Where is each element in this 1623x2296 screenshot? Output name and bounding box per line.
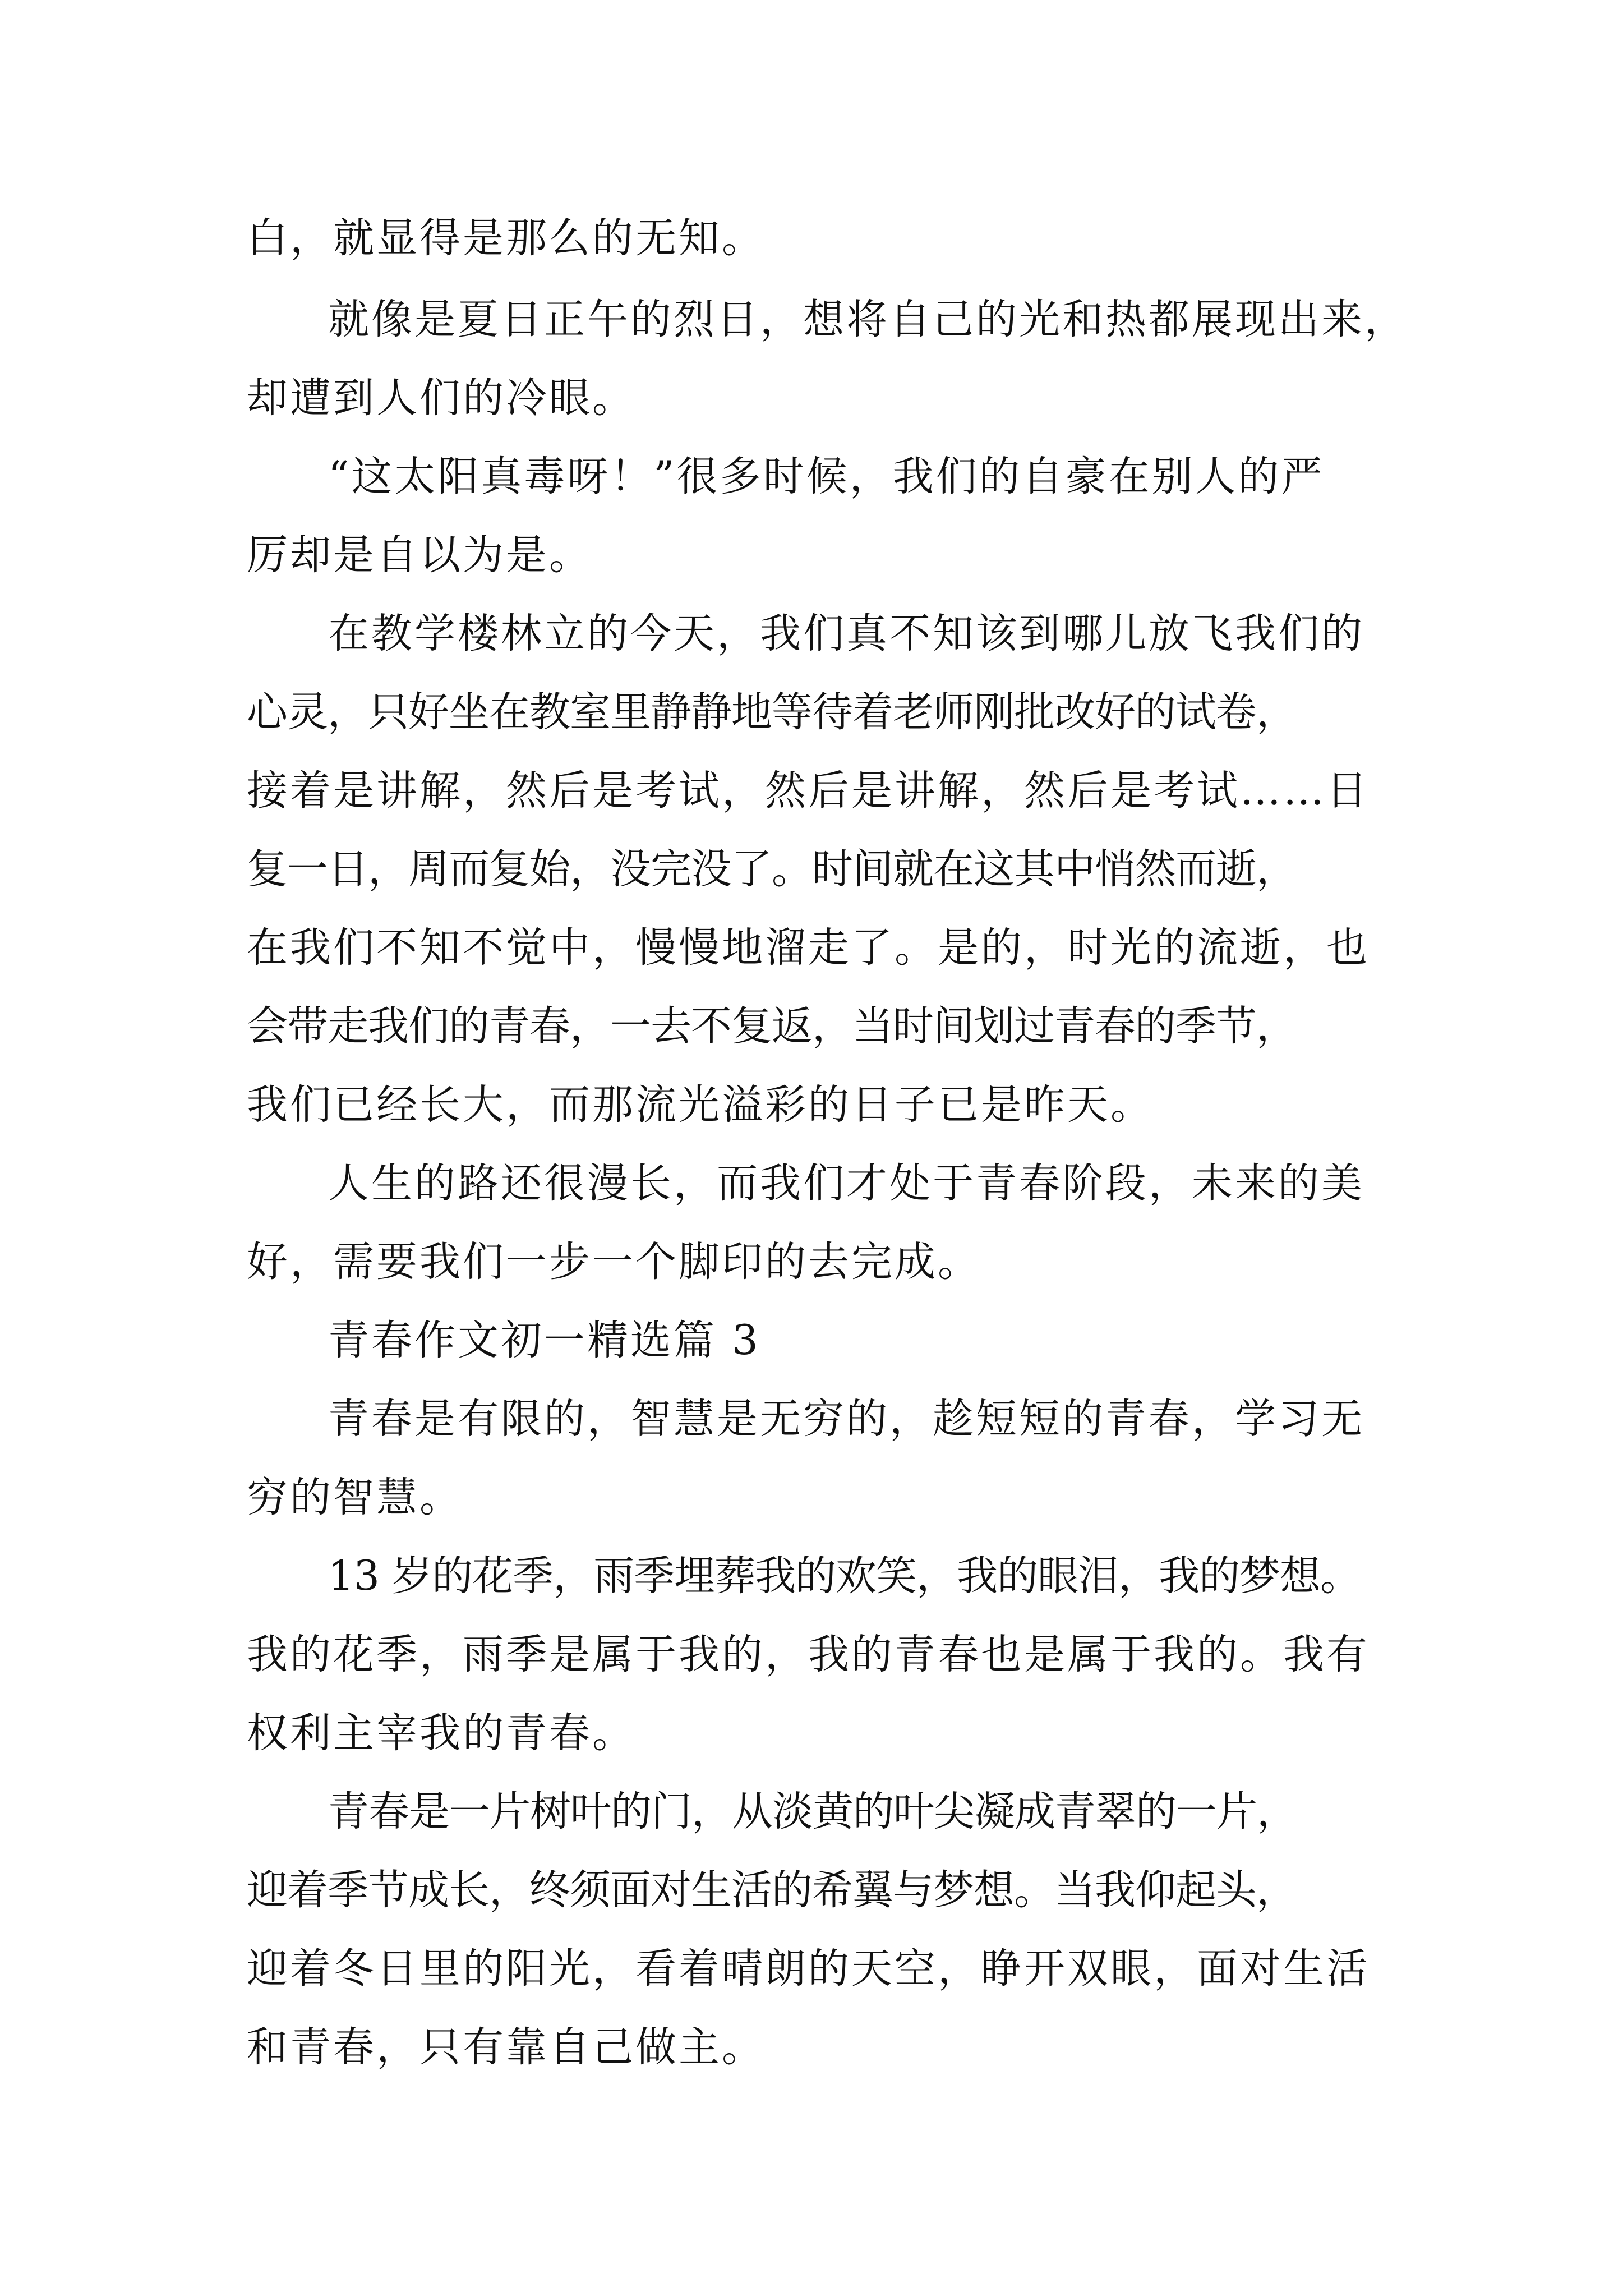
text-line: 白，就显得是那么的无知。 [247,214,765,262]
text-line: 就像是夏日正午的烈日，想将自己的光和热都展现出来， [328,296,1408,343]
section-heading: 青春作文初一精选篇 3 [328,1317,760,1364]
text-line: 好，需要我们一步一个脚印的去完成。 [247,1238,981,1286]
text-line: 我们已经长大，而那流光溢彩的日子已是昨天。 [247,1081,1154,1129]
text-line: 心灵，只好坐在教室里静静地等待着老师刚批改好的试卷， [247,688,1297,736]
text-line: 迎着季节成长，终须面对生活的希翼与梦想。当我仰起头， [247,1866,1297,1914]
text-line: 青春是有限的，智慧是无穷的，趁短短的青春，学习无 [328,1395,1364,1443]
text-line: 却遭到人们的冷眼。 [247,374,635,422]
text-line: 人生的路还很漫长，而我们才处于青春阶段，未来的美 [328,1159,1364,1207]
text-line: 会带走我们的青春，一去不复返，当时间划过青春的季节， [247,1002,1297,1050]
text-line: 接着是讲解，然后是考试，然后是讲解，然后是考试……日 [247,767,1370,815]
text-line: 穷的智慧。 [247,1474,463,1521]
text-line: 青春是一片树叶的门，从淡黄的叶尖凝成青翠的一片， [328,1788,1297,1835]
text-line: 在教学楼林立的今天，我们真不知该到哪儿放飞我们的 [328,610,1364,657]
text-line: 我的花季，雨季是属于我的，我的青春也是属于我的。我有 [247,1631,1370,1678]
text-line: 在我们不知不觉中，慢慢地溜走了。是的，时光的流逝，也 [247,924,1370,972]
text-line: 迎着冬日里的阳光，看着晴朗的天空，睁开双眼，面对生活 [247,1945,1370,1993]
text-line: “这太阳真毒呀！”很多时候，我们的自豪在别人的严 [328,453,1325,500]
text-line: 复一日，周而复始，没完没了。时间就在这其中悄然而逝， [247,845,1297,893]
text-line: 和青春，只有靠自己做主。 [247,2023,765,2071]
text-line: 权利主宰我的青春。 [247,1709,635,1757]
text-line: 厉却是自以为是。 [247,531,592,579]
text-line: 13 岁的花季，雨季埋葬我的欢笑，我的眼泪，我的梦想。 [328,1552,1361,1600]
